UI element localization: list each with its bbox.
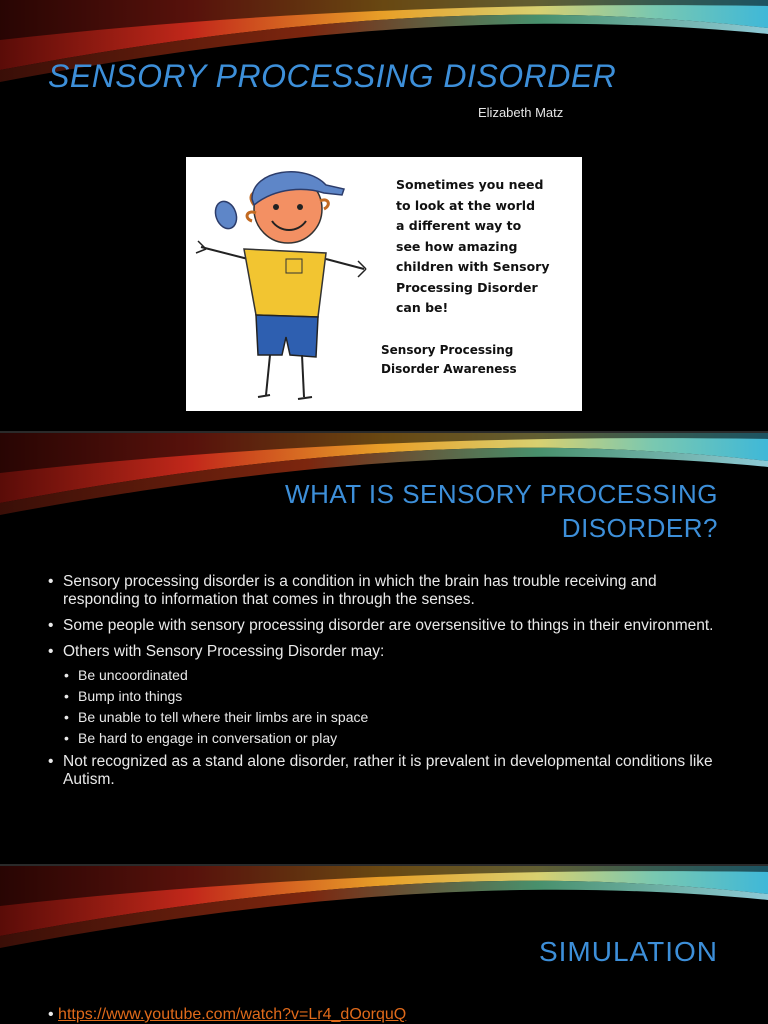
image-quote-text: Sometimes you need to look at the world a different way to see how amazing children with Sensory Processing Disorder can be!: [396, 177, 550, 315]
bullet-item: • Sensory processing disorder is a condition in which the brain has trouble receiving and responding to information that comes in through the senses.: [48, 573, 728, 609]
sub-bullet-item: • Bump into things: [48, 688, 728, 705]
slide-title: [0, 0, 768, 431]
slide-definition: [0, 433, 768, 864]
awareness-image: [186, 157, 582, 411]
video-link[interactable]: https://www.youtube.com/watch?v=Lr4_dOorquQ: [58, 1006, 407, 1023]
slide-title: SIMULATION: [538, 936, 718, 967]
sub-bullet-item: • Be unable to tell where their limbs are in space: [48, 709, 728, 726]
bullet-item: • Some people with sensory processing disorder are oversensitive to things in their environment.: [48, 617, 728, 635]
image-awareness-text: Sensory Processing Disorder Awareness: [381, 343, 517, 376]
sub-bullet-list: [48, 667, 728, 747]
sub-bullet-item: • Be hard to engage in conversation or play: [48, 730, 728, 747]
presentation-title: SENSORY PROCESSING DISORDER: [48, 58, 617, 94]
author-name: Elizabeth Matz: [478, 105, 564, 120]
child-drawing: [186, 157, 386, 411]
slide-simulation: [0, 866, 768, 1024]
slide-title: WHAT IS SENSORY PROCESSING DISORDER?: [285, 479, 718, 543]
bullet-item: • https://www.youtube.com/watch?v=Lr4_dOorquQ: [48, 1006, 407, 1023]
sub-bullet-item: • Be uncoordinated: [48, 667, 728, 684]
bullet-item: • Others with Sensory Processing Disorder may:: [48, 643, 728, 661]
bullet-item: • Not recognized as a stand alone disorder, rather it is prevalent in developmental conditions like Autism.: [48, 753, 728, 789]
bullet-list: [48, 573, 728, 797]
